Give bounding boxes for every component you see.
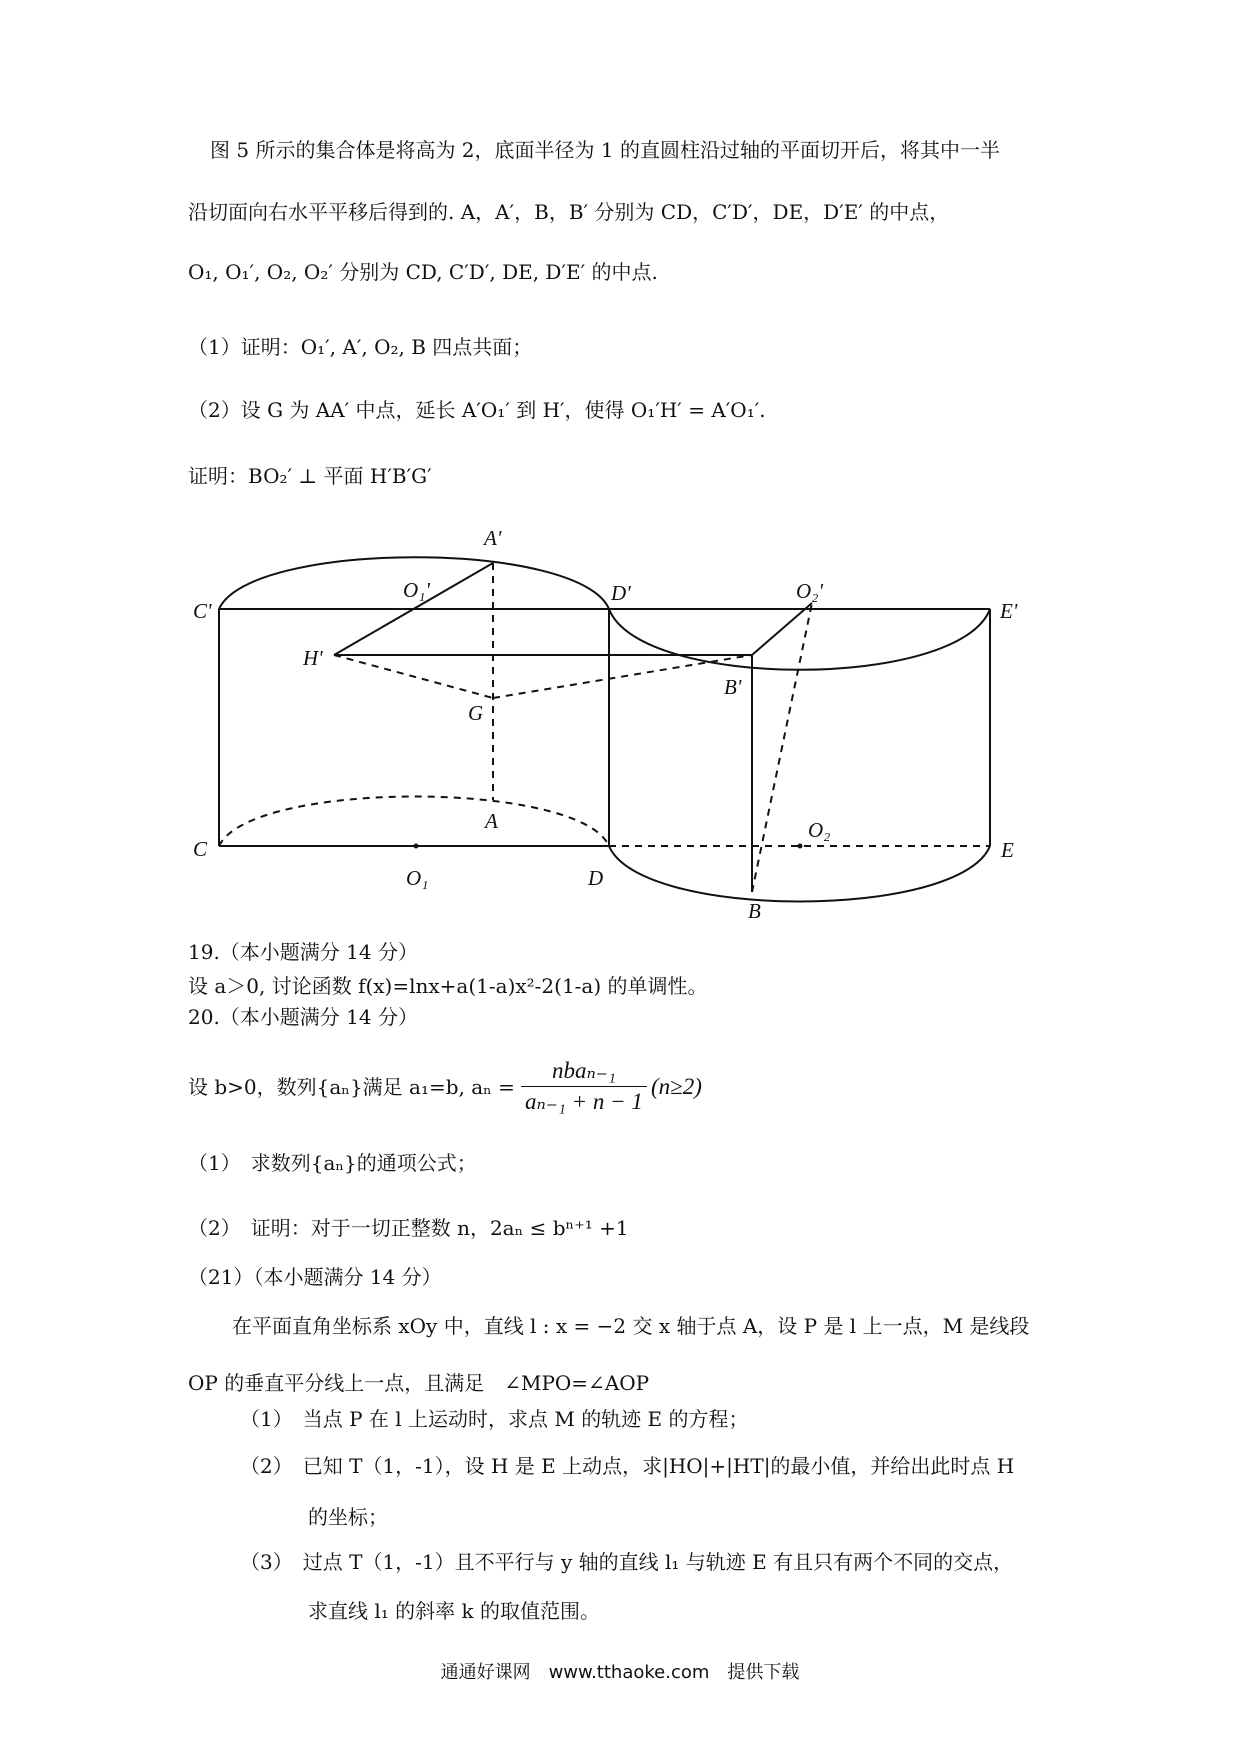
problem18-proof: 证明：BO₂′ ⊥ 平面 H′B′G′ bbox=[188, 464, 432, 488]
label-o1: O₁ bbox=[406, 866, 429, 890]
problem21-part1: （1） 当点 P 在 l 上运动时，求点 M 的轨迹 E 的方程； bbox=[240, 1407, 749, 1431]
label-o2: O₂ bbox=[808, 818, 831, 842]
problem21-intro-line2: OP 的垂直平分线上一点，且满足 ∠MPO=∠AOP bbox=[188, 1371, 650, 1395]
label-d-prime: D' bbox=[611, 581, 631, 605]
problem18-part1: （1）证明：O₁′, A′, O₂, B 四点共面； bbox=[188, 335, 533, 359]
problem20-fraction bbox=[521, 1058, 647, 1116]
label-c: C bbox=[193, 837, 208, 861]
problem18-intro-line3: O₁, O₁′, O₂, O₂′ 分别为 CD, C′D′, DE, D′E′ 的中点. bbox=[188, 260, 658, 284]
point-o2-mark bbox=[798, 844, 803, 849]
label-o2-prime: O₂' bbox=[796, 579, 823, 603]
label-c-prime: C' bbox=[193, 599, 212, 623]
problem18-intro-line2: 沿切面向右水平平移后得到的. A，A′，B，B′ 分别为 CD，C′D′，DE，D′E′ 的中点， bbox=[188, 200, 950, 224]
problem20-header: 20.（本小题满分 14 分） bbox=[188, 1005, 418, 1029]
segment-b-prime-o2-prime bbox=[752, 603, 812, 655]
problem20-part1: （1） 求数列{aₙ}的通项公式； bbox=[188, 1151, 477, 1175]
label-e: E bbox=[1001, 838, 1014, 862]
problem20-lead: 设 b>0，数列{aₙ}满足 a₁=b, aₙ = bbox=[188, 1074, 515, 1099]
label-a: A bbox=[485, 809, 498, 833]
segment-g-b-prime-dashed bbox=[493, 655, 752, 698]
segment-b-o2-prime-dashed bbox=[752, 603, 812, 892]
segment-a-prime-h-prime bbox=[334, 563, 493, 655]
left-top-arc bbox=[219, 557, 609, 609]
fraction-numerator: nbaₙ₋₁ bbox=[521, 1058, 647, 1087]
footer-download-credit: 通通好课网 www.tthaoke.com 提供下载 bbox=[440, 1662, 800, 1683]
label-b-prime: B' bbox=[724, 675, 742, 699]
problem20-condition: (n≥2) bbox=[650, 1074, 702, 1100]
label-a-prime: A' bbox=[484, 526, 502, 550]
problem21-part3-line2: 求直线 l₁ 的斜率 k 的取值范围。 bbox=[308, 1599, 600, 1623]
problem19-header: 19.（本小题满分 14 分） bbox=[188, 940, 418, 964]
right-top-arc bbox=[609, 609, 990, 670]
segment-h-prime-g-dashed bbox=[334, 655, 493, 698]
problem21-intro-line1: 在平面直角坐标系 xOy 中，直线 l : x = −2 交 x 轴于点 A，设 P 是 l 上一点，M 是线段 bbox=[232, 1314, 1030, 1338]
label-b: B bbox=[748, 899, 761, 923]
problem21-part3-line1: （3） 过点 T（1，-1）且不平行与 y 轴的直线 l₁ 与轨迹 E 有且只有两个不同的交点， bbox=[240, 1550, 1014, 1574]
label-o1-prime: O₁' bbox=[403, 578, 430, 602]
point-o1-mark bbox=[414, 844, 419, 849]
label-g: G bbox=[468, 701, 484, 725]
problem21-part2-line2: 的坐标； bbox=[308, 1505, 388, 1529]
problem18-part2: （2）设 G 为 AA′ 中点，延长 A′O₁′ 到 H′，使得 O₁′H′ = A′O₁′. bbox=[188, 398, 766, 422]
label-h-prime: H' bbox=[303, 646, 323, 670]
problem21-header: （21）（本小题满分 14 分） bbox=[188, 1265, 442, 1289]
problem18-intro-line1: 图 5 所示的集合体是将高为 2，底面半径为 1 的直圆柱沿过轴的平面切开后，将其中一半 bbox=[210, 138, 1000, 162]
problem20-recurrence bbox=[188, 1058, 702, 1116]
problem20-part2: （2） 证明：对于一切正整数 n，2aₙ ≤ bⁿ⁺¹ +1 bbox=[188, 1216, 629, 1240]
label-d: D bbox=[588, 866, 604, 890]
label-e-prime: E' bbox=[1000, 599, 1018, 623]
problem21-part2-line1: （2） 已知 T（1，-1），设 H 是 E 上动点，求|HO|+|HT|的最小值，并给出此时点 H bbox=[240, 1454, 1015, 1478]
right-bottom-arc bbox=[609, 846, 990, 902]
left-bottom-arc-dashed bbox=[219, 797, 609, 847]
problem19-text: 设 a＞0, 讨论函数 f(x)=lnx+a(1-a)x²-2(1-a) 的单调性。 bbox=[188, 974, 708, 998]
fraction-denominator: aₙ₋₁ + n − 1 bbox=[524, 1089, 643, 1115]
